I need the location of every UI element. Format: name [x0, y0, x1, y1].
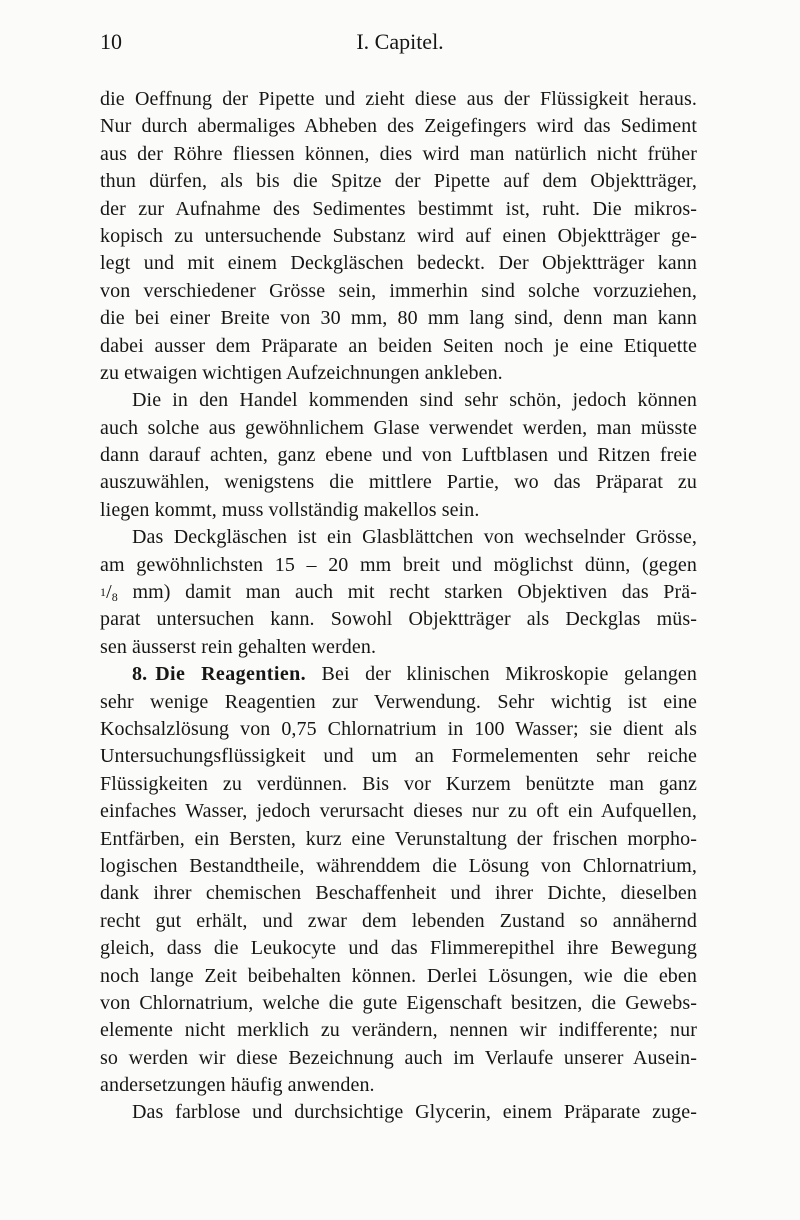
text-line: von verschiedener Grösse sein, immerhin sind solche vorzuziehen,: [100, 279, 697, 302]
fraction: $^1/_8$: [100, 581, 118, 605]
text-line: logischen Bestandtheile, währenddem die Lösung von Chlornatrium,: [100, 854, 697, 877]
text-line: parat untersuchen kann. Sowohl Objektträger als Deckglas müs-: [100, 608, 697, 631]
text-line: so werden wir diese Bezeichnung auch im Verlaufe unserer Ausein-: [100, 1046, 697, 1069]
text-line: thun dürfen, als bis die Spitze der Pipette auf dem Objektträger,: [100, 170, 697, 193]
text-line: aus der Röhre fliessen können, dies wird man natürlich nicht früher: [100, 142, 697, 165]
text-line-with-fraction: [100, 579, 697, 606]
text-line: am gewöhnlichsten 15 – 20 mm breit und möglichst dünn, (gegen: [100, 553, 697, 576]
section-number: 8.: [132, 663, 148, 686]
text-line: zu etwaigen wichtigen Aufzeichnungen ankleben.: [100, 361, 503, 384]
text-line: elemente nicht merklich zu verändern, nennen wir indifferente; nur: [100, 1019, 697, 1042]
text-line: von Chlornatrium, welche die gute Eigenschaft besitzen, die Gewebs-: [100, 991, 697, 1014]
section-title: Die Reagentien.: [155, 663, 307, 686]
page-number: 10: [100, 29, 122, 54]
text-line: dabei ausser dem Präparate an beiden Seiten noch je eine Etiquette: [100, 334, 697, 357]
text-line: auch solche aus gewöhnlichem Glase verwendet werden, man müsste: [100, 416, 697, 439]
fraction-numerator: 1: [100, 585, 107, 600]
text-line: Nur durch abermaliges Abheben des Zeigefingers wird das Sediment: [100, 115, 697, 138]
text-line: auszuwählen, wenigstens die mittlere Partie, wo das Präparat zu: [100, 471, 697, 494]
text-line: recht gut erhält, und zwar dem lebenden Zustand so annähernd: [100, 909, 697, 932]
body-text: [100, 86, 697, 1127]
running-head: I. Capitel.: [356, 29, 444, 54]
fraction-denominator: 8: [111, 590, 118, 605]
text-line: Die in den Handel kommenden sind sehr schön, jedoch können: [132, 389, 697, 412]
text-line: einfaches Wasser, jedoch verursacht dieses nur zu oft ein Aufquellen,: [100, 800, 697, 823]
text-line: die bei einer Breite von 30 mm, 80 mm lang sind, denn man kann: [100, 307, 697, 330]
text-line: Das Deckgläschen ist ein Glasblättchen von wechselnder Grösse,: [132, 526, 697, 549]
text-line: die Oeffnung der Pipette und zieht diese aus der Flüssigkeit heraus.: [100, 88, 697, 110]
text-line: gleich, dass die Leukocyte und das Flimmerepithel ihre Bewegung: [100, 937, 697, 960]
text-line: legt und mit einem Deckgläschen bedeckt. Der Objektträger kann: [100, 252, 697, 275]
text-line: liegen kommt, muss vollständig makellos sein.: [100, 498, 480, 521]
text-line: Entfärben, ein Bersten, kurz eine Verunstaltung der frischen morpho-: [100, 827, 697, 850]
text-line: noch lange Zeit beibehalten können. Derlei Lösungen, wie die eben: [100, 964, 697, 987]
text-line: andersetzungen häufig anwenden.: [100, 1074, 375, 1097]
text-line: dann darauf achten, ganz ebene und von Luftblasen und Ritzen freie: [100, 444, 697, 467]
text-line: der zur Aufnahme des Sedimentes bestimmt ist, ruht. Die mikros-: [100, 197, 697, 220]
text-line: Kochsalzlösung von 0,75 Chlornatrium in 100 Wasser; sie dient als: [100, 717, 697, 740]
text-line: kopisch zu untersuchende Substanz wird auf einen Objektträger ge-: [100, 224, 697, 247]
text-line: Das farblose und durchsichtige Glycerin, einem Präparate zuge-: [132, 1101, 697, 1124]
fraction-line-rest: mm) damit man auch mit recht starken Objektiven das Prä-: [117, 581, 697, 604]
text-line: sehr wenige Reagentien zur Verwendung. Sehr wichtig ist eine: [100, 690, 697, 713]
section-first-line-rest: Bei der klinischen Mikroskopie gelangen: [306, 663, 697, 686]
section-heading-line: [100, 661, 697, 688]
text-line: dank ihrer chemischen Beschaffenheit und ihrer Dichte, dieselben: [100, 882, 697, 905]
text-line: sen äusserst rein gehalten werden.: [100, 635, 377, 658]
text-line: Flüssigkeiten zu verdünnen. Bis vor Kurzem benützte man ganz: [100, 772, 697, 795]
text-line: Untersuchungsflüssigkeit und um an Formelementen sehr reiche: [100, 745, 697, 768]
